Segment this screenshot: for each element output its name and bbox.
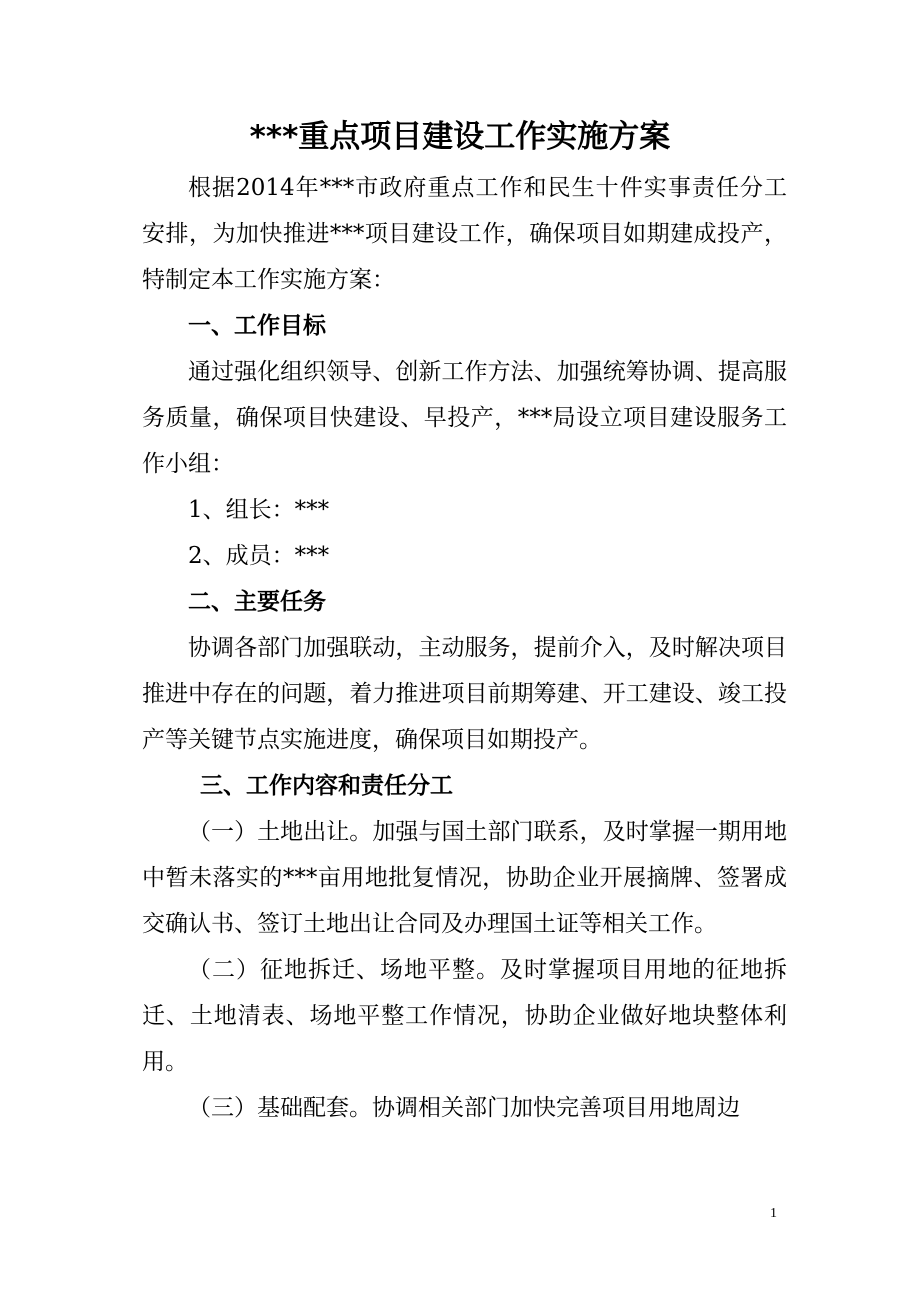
tasks-paragraph: 协调各部门加强联动，主动服务，提前介入，及时解决项目推进中存在的问题，着力推进项目前期筹建、开工建设、竣工投产等关键节点实施进度，确保项目如期投产。	[142, 635, 787, 753]
intro-paragraph: 根据2014年***市政府重点工作和民生十件实事责任分工安排，为加快推进***项目建设工作，确保项目如期建成投产，特制定本工作实施方案：	[142, 175, 787, 293]
section-heading-tasks: 二、主要任务	[188, 589, 326, 615]
document-title: ***重点项目建设工作实施方案	[249, 119, 671, 155]
goals-paragraph: 通过强化组织领导、创新工作方法、加强统筹协调、提高服务质量，确保项目快建设、早投产，***局设立项目建设服务工作小组：	[142, 359, 787, 477]
page-number: 1	[770, 1206, 777, 1221]
content-item-infrastructure: （三）基础配套。协调相关部门加快完善项目用地周边	[188, 1095, 740, 1121]
section-heading-content: 三、工作内容和责任分工	[200, 773, 453, 799]
team-leader-line: 1、组长：***	[188, 497, 330, 523]
section-heading-goals: 一、工作目标	[188, 313, 326, 339]
content-item-land-clearing: （二）征地拆迁、场地平整。及时掌握项目用地的征地拆迁、土地清表、场地平整工作情况，协助企业做好地块整体利用。	[142, 957, 787, 1075]
document-body	[142, 165, 787, 1131]
content-item-land-transfer: （一）土地出让。加强与国土部门联系，及时掌握一期用地中暂未落实的***亩用地批复情况，协助企业开展摘牌、签署成交确认书、签订土地出让合同及办理国土证等相关工作。	[142, 819, 787, 937]
team-members-line: 2、成员：***	[188, 543, 330, 569]
